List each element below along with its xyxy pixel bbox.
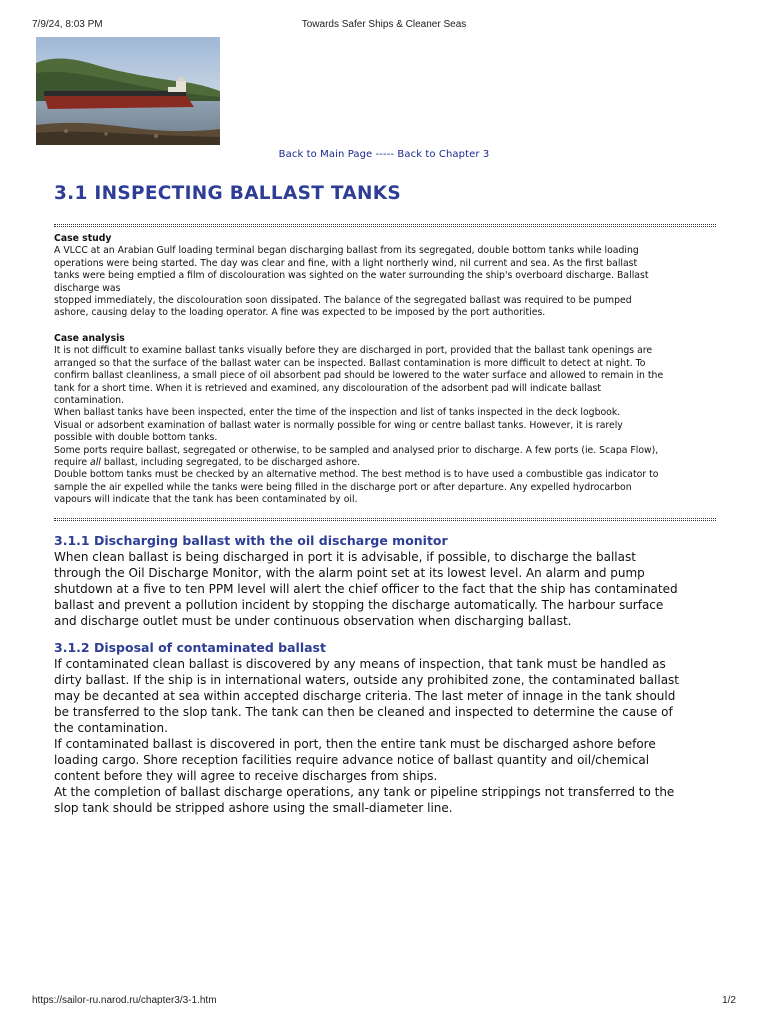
case-analysis-line: contamination.: [54, 395, 125, 407]
ship-photo: [36, 37, 220, 145]
section-3-1-1-body: [54, 549, 722, 629]
body-line: If contaminated ballast is discovered in port, then the entire tank must be discharged ashore before: [54, 737, 656, 751]
case-analysis-line: When ballast tanks have been inspected, enter the time of the inspection and list of tanks inspected in the deck logbook.: [54, 407, 621, 419]
case-study-label: Case study: [54, 233, 112, 244]
case-study-line: tanks were being emptied a film of discolouration was sighted on the water surrounding the ship's overboard discharge. Ballast: [54, 270, 649, 282]
case-analysis-line: vapours will indicate that the tank has been contaminated by oil.: [54, 494, 358, 506]
case-study-line: operations were being started. The day was clear and fine, with a light northerly wind, nil current and sea. As the first ballast: [54, 257, 638, 269]
line-text: ballast, including segregated, to be discharged ashore.: [100, 457, 361, 469]
section-3-1-2-heading: 3.1.2 Disposal of contaminated ballast: [54, 640, 326, 655]
case-analysis-line: Double bottom tanks must be checked by an alternative method. The best method is to have used a combustible gas indicator to: [54, 469, 659, 481]
body-line: the contamination.: [54, 721, 168, 735]
body-line: content before they will agree to receive discharges from ships.: [54, 769, 438, 783]
case-analysis-line: Visual or adsorbent examination of ballast water is normally possible for wing or centre ballast tanks. However, it is rarely: [54, 419, 623, 431]
body-line: may be decanted at sea within accepted discharge criteria. The last meter of innage in the tank should: [54, 689, 676, 703]
print-footer: [32, 995, 736, 1009]
print-url: https://sailor-ru.narod.ru/chapter3/3-1.htm: [32, 995, 217, 1006]
case-analysis-line: tank for a short time. When it is retrieved and examined, any discolouration of the adsorbent pad will indicate ballast: [54, 382, 602, 394]
case-analysis-line: sample the air expelled while the tanks were being filled in the discharge port or after departure. Any expelled hydrocarbon: [54, 481, 632, 493]
print-page-number: 1/2: [722, 995, 736, 1006]
case-analysis-label: Case analysis: [54, 333, 125, 344]
print-datetime: 7/9/24, 8:03 PM: [32, 19, 103, 30]
body-line: ballast and prevent a pollution incident by stopping the discharge automatically. The harbour surface: [54, 598, 664, 612]
dotted-divider-bottom: [54, 518, 716, 521]
section-3-1-1-heading: 3.1.1 Discharging ballast with the oil discharge monitor: [54, 533, 448, 548]
body-line: loading cargo. Shore reception facilities require advance notice of ballast quantity and oil/chemical: [54, 753, 650, 767]
nav-links: [0, 149, 768, 160]
case-analysis-section: [54, 333, 718, 507]
print-header: [32, 19, 736, 33]
line-text: require: [54, 457, 91, 469]
body-line: slop tank should be stripped ashore using the small-diameter line.: [54, 801, 453, 815]
case-study-line: A VLCC at an Arabian Gulf loading terminal began discharging ballast from its segregated, double bottom tanks while loading: [54, 245, 639, 257]
section-3-1-2-body: [54, 656, 722, 816]
body-line: through the Oil Discharge Monitor, with the alarm point set at its lowest level. An alarm and pump: [54, 566, 645, 580]
body-line: and discharge outlet must be under continuous observation when discharging ballast.: [54, 614, 572, 628]
body-line: If contaminated clean ballast is discovered by any means of inspection, that tank must be handled as: [54, 657, 666, 671]
print-page-title: Towards Safer Ships & Cleaner Seas: [301, 19, 467, 30]
case-analysis-line: confirm ballast cleanliness, a small piece of oil absorbent pad should be lowered to the water surface and allowed to remain in the: [54, 370, 664, 382]
emphasis-all: all: [90, 457, 101, 469]
case-study-line: stopped immediately, the discolouration soon dissipated. The balance of the segregated ballast was required to be pumped: [54, 295, 632, 307]
case-analysis-line: arranged so that the surface of the ballast water can be inspected. Ballast contamination is more difficult to detect at night. To: [54, 357, 646, 369]
body-line: be transferred to the slop tank. The tank can then be cleaned and inspected to determine the cause of: [54, 705, 673, 719]
body-line: shutdown at a five to ten PPM level will alert the chief officer to the fact that the ship has contaminated: [54, 582, 678, 596]
body-line: At the completion of ballast discharge operations, any tank or pipeline strippings not transferred to the: [54, 785, 675, 799]
case-analysis-line: possible with double bottom tanks.: [54, 432, 218, 444]
back-to-chapter-link[interactable]: Back to Chapter 3: [397, 149, 490, 160]
case-study-line: ashore, causing delay to the loading operator. A fine was expected to be imposed by the port authorities.: [54, 307, 546, 319]
back-to-main-page-link[interactable]: Back to Main Page: [278, 149, 373, 160]
page-heading: 3.1 INSPECTING BALLAST TANKS: [54, 183, 402, 204]
body-line: dirty ballast. If the ship is in international waters, outside any prohibited zone, the contaminated ballast: [54, 673, 680, 687]
case-analysis-line: Some ports require ballast, segregated or otherwise, to be sampled and analysed prior to discharge. A few ports (ie. Scapa Flow),: [54, 444, 659, 456]
dotted-divider-top: [54, 224, 716, 227]
nav-separator: -----: [372, 149, 398, 160]
case-study-line: discharge was: [54, 282, 121, 294]
case-analysis-line: It is not difficult to examine ballast tanks visually before they are discharged in port, provided that the ballast tank openings are: [54, 345, 653, 357]
body-line: When clean ballast is being discharged in port it is advisable, if possible, to discharge the ballast: [54, 550, 636, 564]
case-study-section: [54, 233, 718, 320]
case-analysis-line: [54, 457, 718, 469]
tanker-ship-image: [36, 37, 220, 145]
